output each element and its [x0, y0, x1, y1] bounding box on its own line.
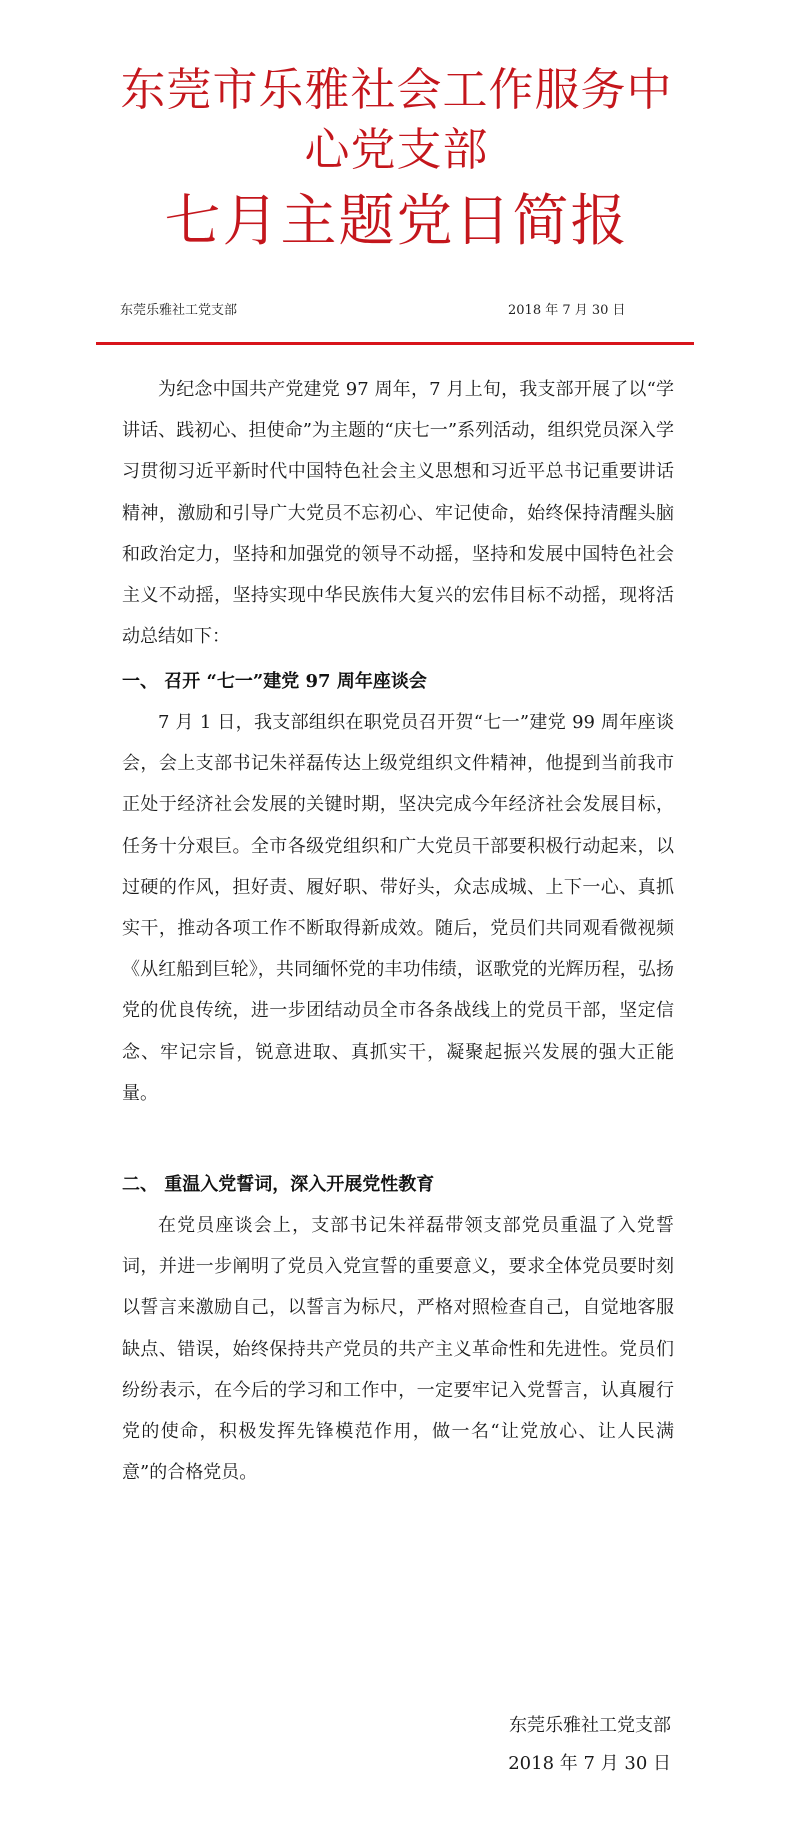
section-1-heading: 一、 召开 “七一”建党 97 周年座谈会 — [122, 671, 427, 692]
document-title-line-2: 心党支部 — [304, 123, 489, 176]
section-2-paragraph: 在党员座谈会上，支部书记朱祥磊带领支部党员重温了入党誓词，并进一步阐明了党员入党宣誓的重要意义，要求全体党员要时刻以誓言来激励自己，以誓言为标尺，严格对照检查自己，自觉地客服缺点、错误，始终保持共产党员的共产主义革命性和先进性。党员们纷纷表示，在今后的学习和工作中，一定要牢记入党誓言，认真履行党的使命，积极发挥先锋模范作用，做一名“让党放心、让人民满意”的合格党员。 — [122, 1215, 674, 1484]
header-date: 2018 年 7 月 30 日 — [508, 303, 626, 318]
section-2-heading: 二、 重温入党誓词，深入开展党性教育 — [122, 1174, 435, 1195]
header-divider — [96, 342, 694, 345]
header-organization: 东莞乐雅社工党支部 — [120, 303, 238, 318]
document-subtitle: 七月主题党日简报 — [164, 189, 629, 254]
signature-organization: 东莞乐雅社工党支部 — [509, 1715, 671, 1736]
signature-date: 2018 年 7 月 30 日 — [508, 1753, 671, 1774]
section-1-paragraph: 7 月 1 日，我支部组织在职党员召开贺“七一”建党 99 周年座谈会，会上支部书记朱祥磊传达上级党组织文件精神，他提到当前我市正处于经济社会发展的关键时期，坚决完成今年经济社会发展目标，任务十分艰巨。全市各级党组织和广大党员干部要积极行动起来，以过硬的作风，担好责、履好职、带好头，众志成城、上下一心、真抓实干，推动各项工作不断取得新成效。随后，党员们共同观看微视频《从红船到巨轮》，共同缅怀党的丰功伟绩，讴歌党的光辉历程，弘扬党的优良传统，进一步团结动员全市各条战线上的党员干部，坚定信念、牢记宗旨，锐意进取、真抓实干，凝聚起振兴发展的强大正能量。 — [122, 712, 674, 1104]
document-title-line-1: 东莞市乐雅社会工作服务中 — [120, 63, 673, 116]
intro-paragraph: 为纪念中国共产党建党 97 周年，7 月上旬，我支部开展了以“学讲话、践初心、担使命”为主题的“庆七一”系列活动，组织党员深入学习贯彻习近平新时代中国特色社会主义思想和习近平总书记重要讲话精神，激励和引导广大党员不忘初心、牢记使命，始终保持清醒头脑和政治定力，坚持和加强党的领导不动摇，坚持和发展中国特色社会主义不动摇，坚持实现中华民族伟大复兴的宏伟目标不动摇，现将活动总结如下： — [122, 379, 674, 648]
